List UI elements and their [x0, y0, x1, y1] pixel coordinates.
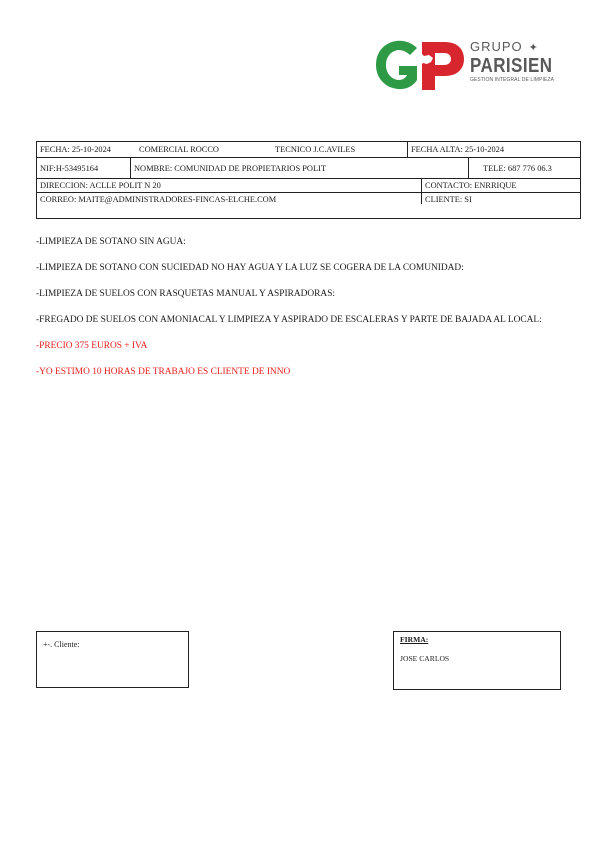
star-icon: ✦	[528, 42, 539, 54]
work-description	[36, 237, 566, 393]
fecha: FECHA: 25-10-2024	[40, 145, 111, 154]
work-line: -LIMPIEZA DE SUELOS CON RASQUETAS MANUAL Y ASPIRADORAS:	[36, 289, 336, 299]
cliente: CLIENTE: SI	[425, 195, 472, 204]
work-line: -LIMPIEZA DE SOTANO SIN AGUA:	[36, 237, 186, 247]
logo-line2: PARISIEN	[470, 55, 553, 77]
firma-title: FIRMA:	[400, 635, 429, 644]
direccion: DIRECCION: ACLLE POLIT N 20	[37, 179, 422, 192]
client-signature-box[interactable]	[36, 631, 189, 688]
logo-tagline: GESTION INTEGRAL DE LIMPIEZA	[470, 77, 555, 83]
tecnico: TECNICO J.C.AVILES	[272, 142, 408, 157]
client-info-table	[36, 141, 581, 219]
estimate-line: -YO ESTIMO 10 HORAS DE TRABAJO ES CLIENTE DE INNO	[36, 367, 291, 377]
gp-monogram-icon	[373, 38, 465, 94]
client-box-label: +-. Cliente:	[43, 640, 80, 649]
telefono: TELE: 687 776 06.3	[483, 163, 552, 173]
firma-name: JOSE CARLOS	[400, 654, 450, 663]
contacto: CONTACTO: ENRRIQUE	[425, 181, 517, 190]
info-row-2	[37, 158, 580, 179]
work-line: -FREGADO DE SUELOS CON AMONIACAL Y LIMPIEZA Y ASPIRADO DE ESCALERAS Y PARTE DE BAJADA AL LOCAL:	[36, 315, 542, 325]
work-line: -LIMPIEZA DE SOTANO CON SUCIEDAD NO HAY AGUA Y LA LUZ SE COGERA DE LA COMUNIDAD:	[36, 263, 464, 273]
logo-line1: GRUPO ✦	[470, 39, 539, 54]
firma-box[interactable]	[393, 631, 561, 690]
fecha-alta: FECHA ALTA: 25-10-2024	[411, 145, 505, 154]
nombre: NOMBRE: COMUNIDAD DE PROPIETARIOS POLIT	[131, 158, 469, 178]
price-line: -PRECIO 375 EUROS + IVA	[36, 341, 148, 351]
correo: CORREO: MAITE@ADMINISTRADORES-FINCAS-ELCHE.COM	[37, 193, 422, 204]
info-row-3	[37, 179, 580, 193]
info-row-4	[37, 193, 580, 218]
comercial: COMERCIAL ROCCO	[139, 145, 219, 154]
info-row-1	[37, 142, 580, 158]
company-logo	[373, 38, 563, 94]
nif: NIF:H-53495164	[37, 158, 131, 178]
